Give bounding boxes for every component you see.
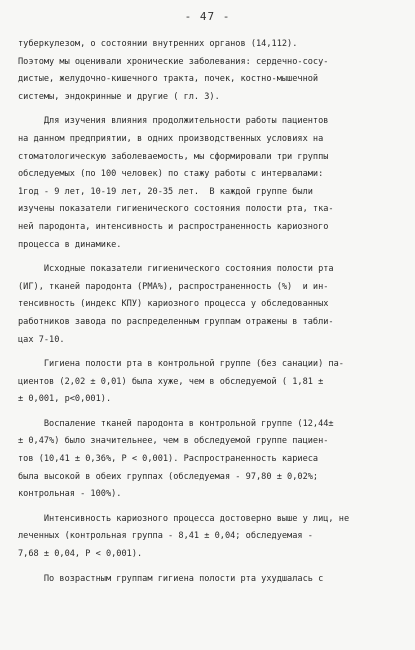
text-line: (ИГ), тканей пародонта (РМА%), распространенность (%) и ин-	[18, 281, 329, 292]
paragraph	[18, 416, 402, 504]
paragraph	[18, 356, 402, 409]
text-line: ± 0,001, р<0,001).	[18, 394, 112, 405]
text-line: По возрастным группам гигиена полости рта ухудшалась с	[18, 573, 324, 584]
paragraph-gap	[18, 409, 402, 416]
text-line: ± 0,47%) было значительнее, чем в обследуемой группе пациен-	[18, 436, 329, 447]
text-line: 1год - 9 лет, 10-19 лет, 20-35 лет. В каждой группе были	[18, 186, 313, 197]
paragraph	[18, 261, 402, 349]
text-line: была высокой в обеих группах (обследуемая - 97,80 ± 0,02%;	[18, 471, 319, 482]
body-text	[18, 36, 402, 588]
text-line: циентов (2,02 ± 0,01) была хуже, чем в обследуемой ( 1,81 ±	[18, 376, 324, 387]
paragraph-gap	[18, 564, 402, 571]
text-line: системы, эндокринные и другие ( гл. 3).	[18, 91, 220, 102]
text-line: Воспаление тканей пародонта в контрольной группе (12,44±	[18, 418, 334, 429]
paragraph	[18, 511, 402, 564]
text-line: ней пародонта, интенсивность и распространенность кариозного	[18, 221, 329, 232]
text-line: обследуемых (по 100 человек) по стажу работы с интервалами:	[18, 169, 324, 180]
paragraph-gap	[18, 106, 402, 113]
text-line: стоматологическую заболеваемость, мы сформировали три группы	[18, 151, 329, 162]
page-number: - 47 -	[184, 10, 231, 23]
text-line: туберкулезом, о состоянии внутренних органов (14,112).	[18, 39, 298, 49]
text-line: дистые, желудочно-кишечного тракта, почек, костно-мышечной	[18, 74, 319, 85]
text-line: Гигиена полости рта в контрольной группе (без санации) па-	[18, 359, 344, 370]
text-line: цах 7-10.	[18, 334, 65, 345]
paragraph-gap	[18, 254, 402, 261]
text-line: леченных (контрольная группа - 8,41 ± 0,04; обследуемая -	[18, 531, 313, 542]
text-line: Интенсивность кариозного процесса достоверно выше у лиц, не	[18, 513, 350, 524]
text-line: изучены показатели гигиенического состояния полости рта, тка-	[18, 204, 334, 215]
text-line: на данном предприятии, в одних производственных условиях на	[18, 133, 324, 144]
text-line: тов (10,41 ± 0,36%, Р < 0,001). Распространенность кариеса	[18, 454, 319, 465]
text-line: тенсивность (индекс КПУ) кариозного процесса у обследованных	[18, 299, 329, 310]
text-line: работников завода по распределенным группам отражены в табли-	[18, 316, 334, 327]
paragraph-gap	[18, 504, 402, 511]
text-line: Для изучения влияния продолжительности работы пациентов	[18, 116, 329, 127]
text-line: процесса в динамике.	[18, 239, 122, 250]
paragraph	[18, 113, 402, 254]
paragraph	[18, 571, 402, 589]
paragraph	[18, 36, 402, 106]
text-line: контрольная - 100%).	[18, 489, 122, 500]
text-line: Исходные показатели гигиенического состояния полости рта	[18, 264, 334, 275]
text-line: 7,68 ± 0,04, Р < 0,001).	[18, 549, 143, 560]
paragraph-gap	[18, 349, 402, 356]
text-line: Поэтому мы оценивали хронические заболевания: сердечно-сосу-	[18, 56, 329, 67]
